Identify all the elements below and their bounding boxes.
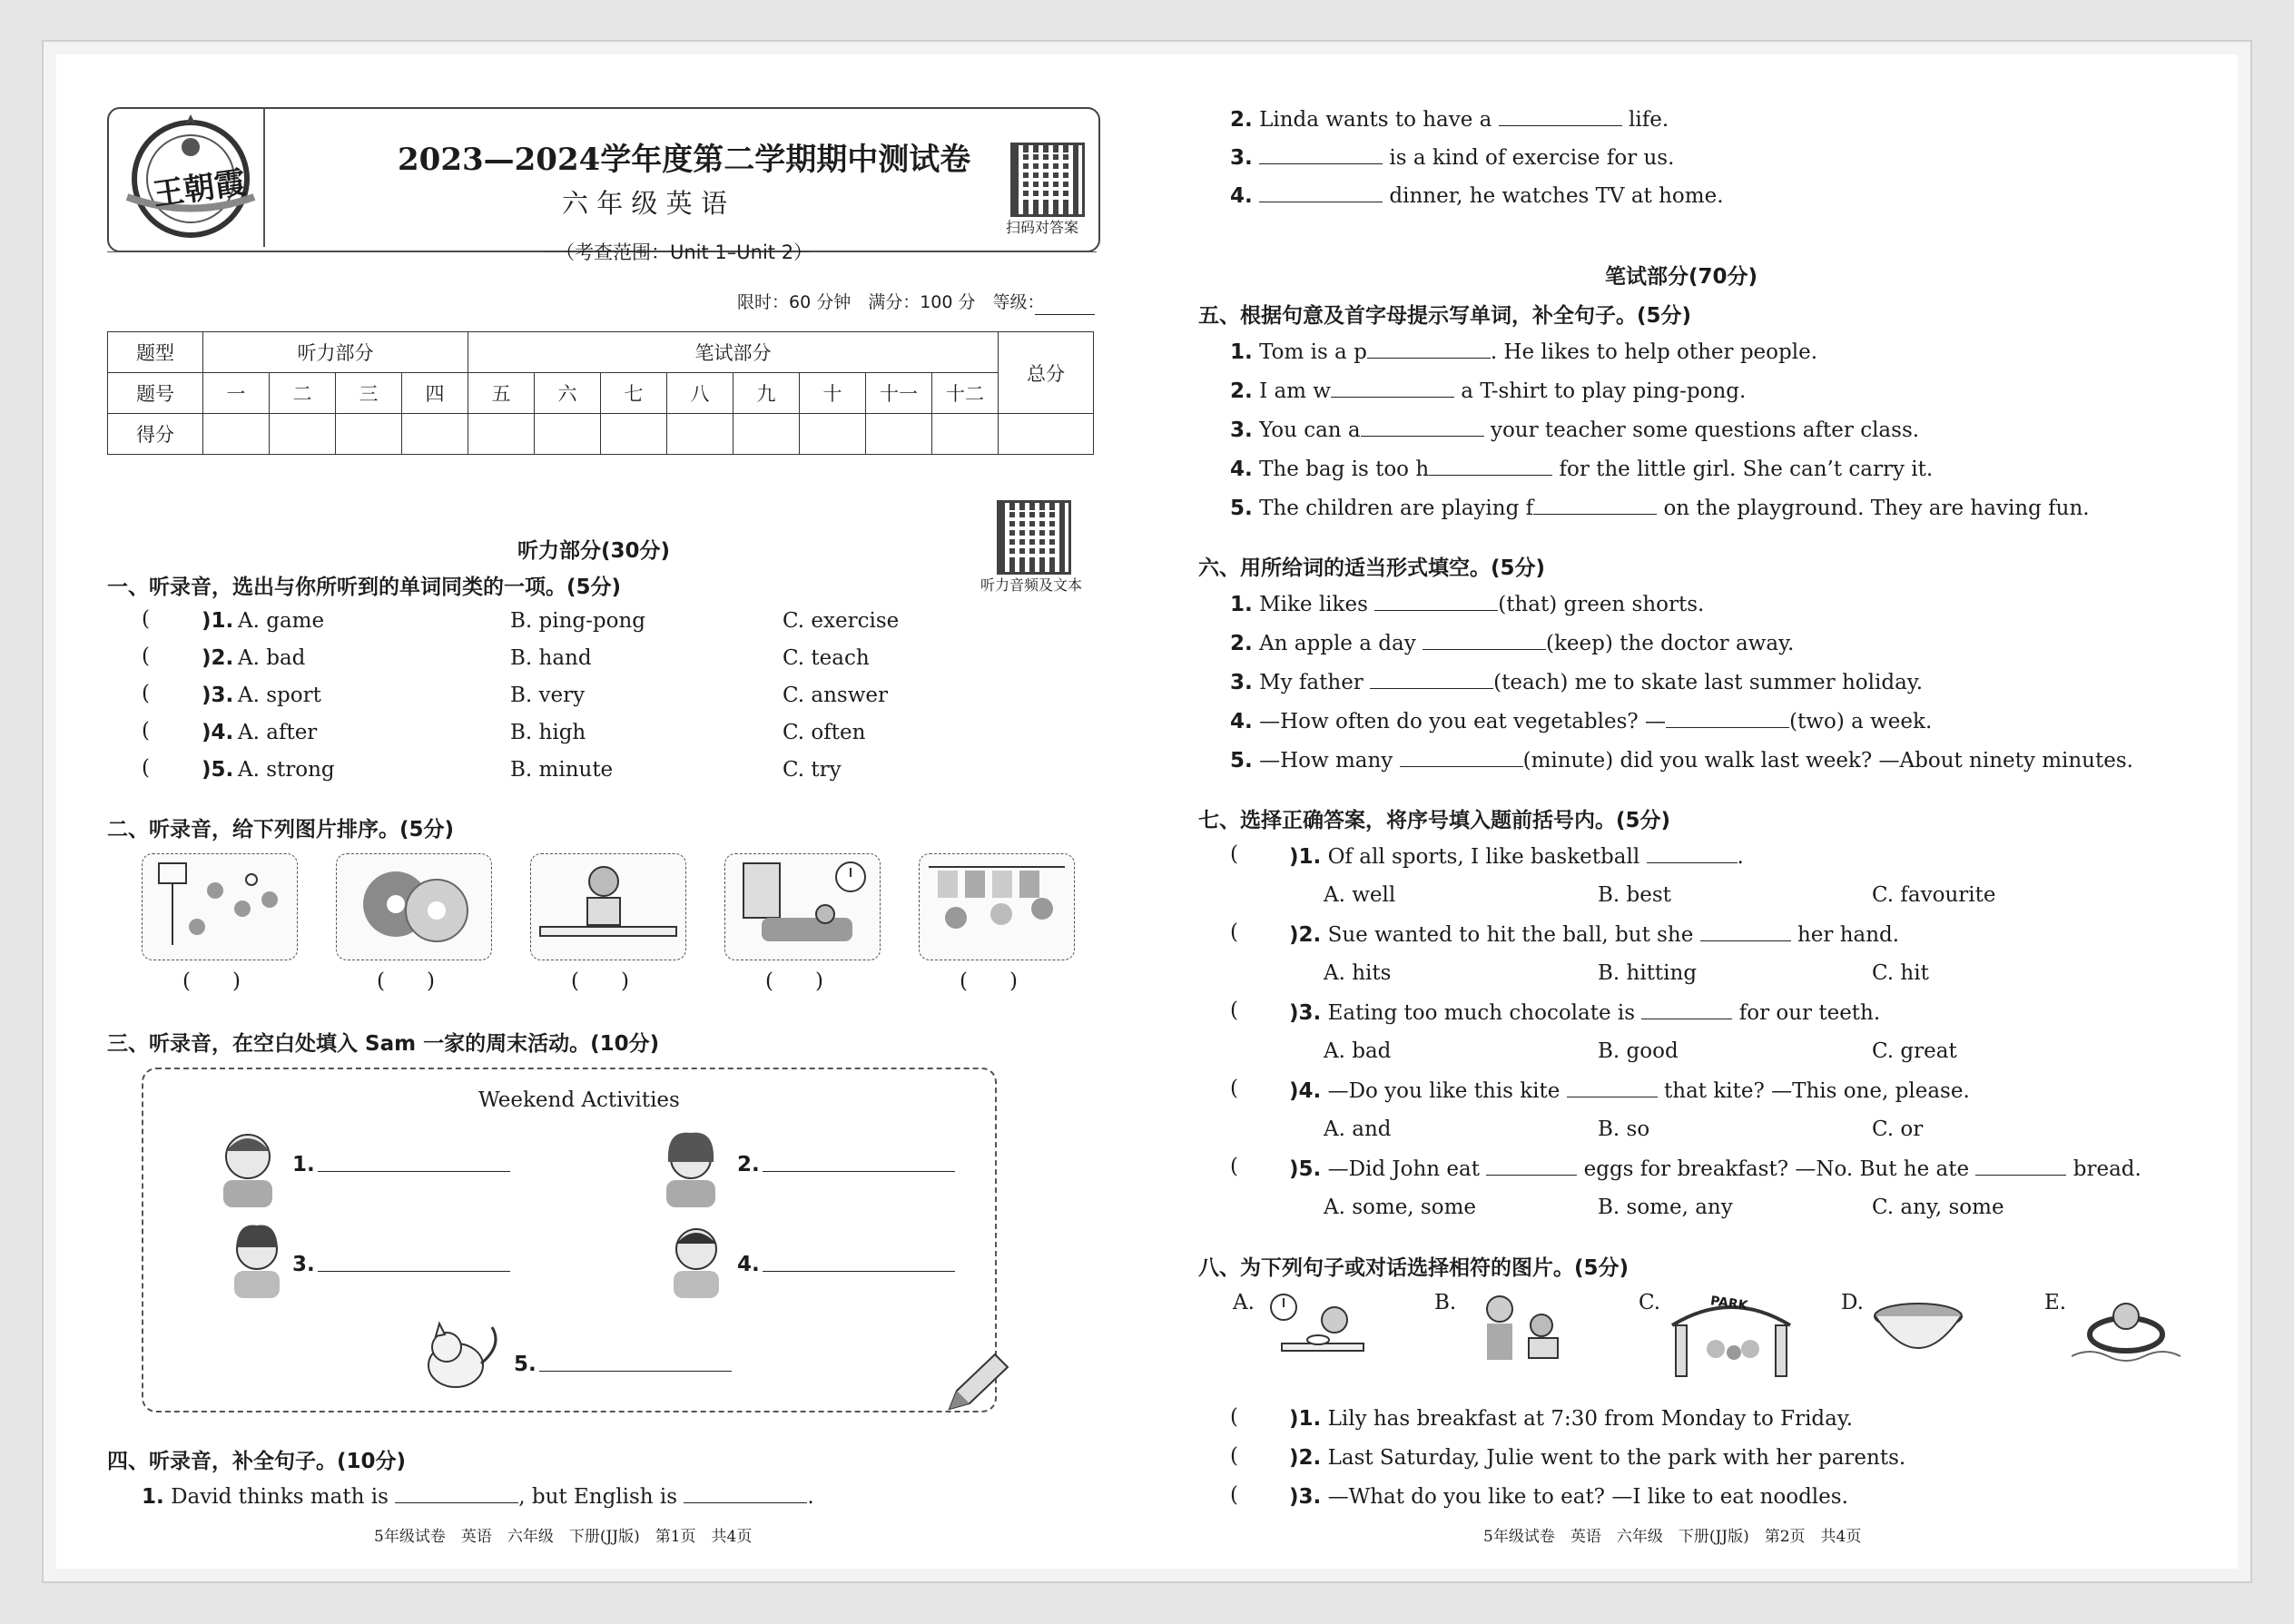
score-cell[interactable] xyxy=(402,414,468,455)
section-4-title: 四、听录音，补全句子。(10分) xyxy=(107,1450,407,1473)
option-c: C. favourite xyxy=(1872,883,1996,907)
answer-paren[interactable]: ( xyxy=(142,645,150,668)
boy-icon xyxy=(655,1216,737,1298)
s7-text: eggs for breakfast? —No. But he ate xyxy=(1583,1157,1970,1181)
activity-label-5: 5. xyxy=(514,1353,537,1376)
option-c: C. answer xyxy=(783,684,889,707)
score-writing-header: 笔试部分 xyxy=(468,332,999,373)
question-number: )1. xyxy=(1289,1407,1322,1431)
s7-item xyxy=(1289,920,1899,949)
s7-text: —Do you like this kite xyxy=(1327,1079,1561,1103)
answer-blank[interactable] xyxy=(1361,416,1484,437)
score-col-num: 十一 xyxy=(866,373,932,414)
option-b: B. good xyxy=(1598,1039,1679,1063)
question-number: 4. xyxy=(1230,458,1253,481)
option-c: C. teach xyxy=(783,646,870,670)
s6-item xyxy=(1230,707,1932,735)
order-paren[interactable]: ( ) xyxy=(571,969,629,993)
s7-text: . xyxy=(1737,845,1744,869)
s7-text: Of all sports, I like basketball xyxy=(1327,845,1640,869)
picture-label-d: D. xyxy=(1841,1291,1864,1314)
option-a: A. sport xyxy=(238,684,321,707)
score-col-num: 一 xyxy=(203,373,270,414)
activity-label-3: 3. xyxy=(292,1253,315,1276)
answer-paren[interactable]: ( xyxy=(1230,1483,1238,1507)
s6-text: (minute) did you walk last week? —About ninety minutes. xyxy=(1522,749,2133,773)
exam-meta: 限时：60 分钟 满分：100 分 等级： xyxy=(737,292,1045,312)
mother-icon xyxy=(650,1126,732,1207)
activity-blank-1[interactable] xyxy=(318,1151,510,1172)
s7-text: —Did John eat xyxy=(1327,1157,1480,1181)
option-c: C. any, some xyxy=(1872,1196,2004,1219)
section-2-title: 二、听录音，给下列图片排序。(5分) xyxy=(107,818,455,842)
picture-label-e: E. xyxy=(2044,1291,2067,1314)
s4-question-4 xyxy=(1230,182,1724,210)
answer-paren[interactable]: ( xyxy=(1230,1444,1238,1468)
question-number: )2. xyxy=(1289,923,1322,947)
question-number: )1. xyxy=(1289,845,1322,869)
activity-blank-3[interactable] xyxy=(318,1251,510,1272)
page-title: 2023—2024学年度第二学期期中测试卷 xyxy=(398,142,971,178)
answer-paren[interactable]: ( xyxy=(142,607,150,631)
answer-blank[interactable] xyxy=(1533,494,1657,515)
question-number: )4. xyxy=(1289,1079,1322,1103)
score-total-header: 总分 xyxy=(999,332,1094,414)
option-a: A. and xyxy=(1324,1117,1392,1141)
answer-blank[interactable] xyxy=(1429,455,1552,476)
scope-line xyxy=(810,251,1097,252)
s6-item xyxy=(1230,629,1794,657)
s4-q1-text: , but English is xyxy=(518,1485,678,1509)
question-number: 4. xyxy=(1230,710,1253,733)
answer-paren[interactable]: ( xyxy=(142,682,150,705)
option-a: A. bad xyxy=(238,646,306,670)
score-col-num: 五 xyxy=(468,373,535,414)
section-6-title: 六、用所给词的适当形式填空。(5分) xyxy=(1198,556,1546,580)
s5-text: The bag is too h xyxy=(1259,458,1430,481)
question-number: )3. xyxy=(1289,1001,1322,1025)
s7-item xyxy=(1289,1155,2141,1183)
section-3-title: 三、听录音，在空白处填入 Sam 一家的周末活动。(10分) xyxy=(107,1032,660,1056)
score-cell[interactable] xyxy=(601,414,667,455)
s5-text: . He likes to help other people. xyxy=(1490,340,1818,364)
s6-item xyxy=(1230,746,2133,774)
answer-blank[interactable] xyxy=(1400,746,1523,767)
score-col-num: 三 xyxy=(336,373,402,414)
answer-blank[interactable] xyxy=(1370,668,1493,689)
answer-blank[interactable] xyxy=(1666,707,1789,728)
option-b: B. very xyxy=(510,684,586,707)
footer-left: 5年级试卷 英语 六年级 下册(JJ版) 第1页 共4页 xyxy=(374,1528,753,1546)
option-b: B. hand xyxy=(510,646,592,670)
question-number: )3. xyxy=(1289,1485,1322,1509)
option-b: B. ping-pong xyxy=(510,609,646,633)
answer-paren[interactable]: ( xyxy=(142,719,150,743)
picture-label-a: A. xyxy=(1233,1291,1255,1314)
s5-text: Tom is a p xyxy=(1259,340,1367,364)
pencil-icon xyxy=(944,1349,1013,1412)
answer-blank[interactable] xyxy=(1567,1077,1658,1097)
question-number: 2. xyxy=(1230,108,1253,132)
s6-text: My father xyxy=(1259,671,1364,694)
score-col-num: 二 xyxy=(270,373,336,414)
qr-code-answers[interactable] xyxy=(1010,143,1085,217)
option-c: C. hit xyxy=(1872,961,1929,985)
score-total-cell[interactable] xyxy=(999,414,1094,455)
option-b: B. high xyxy=(510,721,586,744)
s6-text: (teach) me to skate last summer holiday. xyxy=(1493,671,1924,694)
score-listening-header: 听力部分 xyxy=(203,332,468,373)
option-a: A. strong xyxy=(238,758,335,782)
question-number: )4. xyxy=(202,721,234,744)
activity-blank-2[interactable] xyxy=(763,1151,955,1172)
order-paren[interactable]: ( ) xyxy=(765,969,823,993)
order-paren[interactable]: ( ) xyxy=(377,969,435,993)
option-c: C. often xyxy=(783,721,866,744)
s5-text: I am w xyxy=(1259,379,1331,403)
qr-caption-audio: 听力音频及文本 xyxy=(980,576,1083,594)
answer-paren[interactable]: ( xyxy=(1230,842,1238,866)
score-cell[interactable] xyxy=(733,414,800,455)
score-cell[interactable] xyxy=(866,414,932,455)
option-b: B. some, any xyxy=(1598,1196,1733,1219)
header-logo-divider xyxy=(263,109,265,247)
score-cell[interactable] xyxy=(667,414,733,455)
s5-text: for the little girl. She can’t carry it. xyxy=(1559,458,1934,481)
option-c: C. exercise xyxy=(783,609,900,633)
option-b: B. best xyxy=(1598,883,1671,907)
s8-text: Lily has breakfast at 7:30 from Monday to Friday. xyxy=(1327,1407,1854,1431)
s4-q3-text: is a kind of exercise for us. xyxy=(1389,146,1675,170)
activity-blank-4[interactable] xyxy=(763,1251,955,1272)
s6-text: —How often do you eat vegetables? — xyxy=(1259,710,1667,733)
father-icon xyxy=(207,1126,289,1207)
park-sign: PARK xyxy=(1709,1294,1749,1314)
s8-item xyxy=(1289,1444,1905,1471)
score-col-num: 九 xyxy=(733,373,800,414)
question-number: 5. xyxy=(1230,749,1253,773)
score-cell[interactable] xyxy=(932,414,999,455)
s8-text: Last Saturday, Julie went to the park with her parents. xyxy=(1327,1446,1906,1470)
option-a: A. game xyxy=(238,609,325,633)
s5-item xyxy=(1230,338,1817,366)
score-row-number-label: 题号 xyxy=(108,373,203,414)
s6-text: (that) green shorts. xyxy=(1498,593,1705,616)
section-7-title: 七、选择正确答案，将序号填入题前括号内。(5分) xyxy=(1198,809,1671,832)
answer-blank[interactable] xyxy=(1367,338,1491,359)
question-number: )2. xyxy=(1289,1446,1322,1470)
question-number: 2. xyxy=(1230,632,1253,655)
question-number: )1. xyxy=(202,609,234,633)
picture-basketball xyxy=(142,853,298,960)
question-number: 4. xyxy=(1230,184,1253,208)
s5-text: your teacher some questions after class. xyxy=(1490,418,1920,442)
answer-blank[interactable] xyxy=(1331,377,1454,398)
s7-item xyxy=(1289,842,1744,871)
s8-item xyxy=(1289,1405,1853,1432)
section-1-title: 一、听录音，选出与你所听到的单词同类的一项。(5分) xyxy=(107,576,622,599)
answer-blank[interactable] xyxy=(1259,143,1383,164)
score-col-num: 七 xyxy=(601,373,667,414)
s5-text: on the playground. They are having fun. xyxy=(1663,497,2090,520)
girl-icon xyxy=(216,1216,298,1298)
s5-item xyxy=(1230,455,1933,483)
question-number: )5. xyxy=(202,758,234,782)
weekend-box-title: Weekend Activities xyxy=(478,1088,680,1112)
s4-q4-text: dinner, he watches TV at home. xyxy=(1389,184,1724,208)
option-b: B. hitting xyxy=(1598,961,1698,985)
score-col-num: 十 xyxy=(800,373,866,414)
answer-paren[interactable]: ( xyxy=(1230,999,1238,1022)
option-a: A. bad xyxy=(1324,1039,1392,1063)
score-col-num: 六 xyxy=(535,373,601,414)
option-b: B. minute xyxy=(510,758,614,782)
s7-item xyxy=(1289,1077,1970,1105)
s6-text: —How many xyxy=(1259,749,1393,773)
s7-text: Sue wanted to hit the ball, but she xyxy=(1327,923,1694,947)
s4-question-2 xyxy=(1230,105,1669,133)
s5-text: a T-shirt to play ping-pong. xyxy=(1461,379,1747,403)
question-number: 3. xyxy=(1230,418,1253,442)
score-row-type-label: 题型 xyxy=(108,332,203,373)
option-a: A. after xyxy=(238,721,318,744)
order-paren[interactable]: ( ) xyxy=(960,969,1018,993)
s5-item xyxy=(1230,377,1746,405)
score-cell[interactable] xyxy=(535,414,601,455)
answer-blank[interactable] xyxy=(1975,1155,2066,1176)
question-number: )5. xyxy=(1289,1157,1322,1181)
s5-item xyxy=(1230,494,2090,522)
s7-text: for our teeth. xyxy=(1738,1001,1881,1025)
s4-q1-text: David thinks math is xyxy=(171,1485,389,1509)
question-number: 2. xyxy=(1230,379,1253,403)
logo-text: 王朝霞 xyxy=(151,164,248,213)
s8-text: —What do you like to eat? —I like to eat noodles. xyxy=(1327,1485,1848,1509)
answer-blank[interactable] xyxy=(1374,590,1498,611)
picture-boy-writing xyxy=(530,853,686,960)
activity-label-2: 2. xyxy=(737,1153,760,1176)
section-8-title: 八、为下列句子或对话选择相符的图片。(5分) xyxy=(1198,1256,1629,1280)
s5-text: The children are playing f xyxy=(1259,497,1534,520)
answer-paren[interactable]: ( xyxy=(1230,1405,1238,1429)
question-number: 3. xyxy=(1230,671,1253,694)
score-cell[interactable] xyxy=(336,414,402,455)
question-number: 5. xyxy=(1230,497,1253,520)
score-table xyxy=(107,331,1094,455)
question-number: 1. xyxy=(1230,593,1253,616)
s6-text: An apple a day xyxy=(1259,632,1416,655)
s7-text: Eating too much chocolate is xyxy=(1327,1001,1636,1025)
exam-scope: （考查范围：Unit 1–Unit 2） xyxy=(556,241,813,263)
answer-paren[interactable]: ( xyxy=(1230,1155,1238,1178)
picture-label-c: C. xyxy=(1639,1291,1661,1314)
picture-boy-sleeping xyxy=(724,853,881,960)
picture-swimming xyxy=(2072,1289,2190,1371)
score-cell[interactable] xyxy=(270,414,336,455)
answer-blank[interactable] xyxy=(395,1482,518,1503)
activity-label-1: 1. xyxy=(292,1153,315,1176)
s5-item xyxy=(1230,416,1919,444)
score-cell[interactable] xyxy=(468,414,535,455)
s6-text: (keep) the doctor away. xyxy=(1546,632,1795,655)
grade-blank[interactable] xyxy=(1035,294,1095,315)
page-subtitle: 六 年 级 英 语 xyxy=(562,188,727,219)
s6-text: Mike likes xyxy=(1259,593,1368,616)
option-c: C. try xyxy=(783,758,842,782)
s6-text: (two) a week. xyxy=(1789,710,1933,733)
answer-blank[interactable] xyxy=(684,1482,807,1503)
answer-paren[interactable]: ( xyxy=(1230,920,1238,944)
s4-question-1 xyxy=(142,1482,814,1511)
qr-caption-answers: 扫码对答案 xyxy=(1006,219,1079,236)
option-c: C. great xyxy=(1872,1039,1957,1063)
option-b: B. so xyxy=(1598,1117,1650,1141)
option-a: A. hits xyxy=(1324,961,1392,985)
question-number: )2. xyxy=(202,646,234,670)
score-cell[interactable] xyxy=(800,414,866,455)
option-c: C. or xyxy=(1872,1117,1924,1141)
picture-breakfast xyxy=(1264,1289,1373,1380)
footer-right: 5年级试卷 英语 六年级 下册(JJ版) 第2页 共4页 xyxy=(1483,1528,1862,1546)
answer-blank[interactable] xyxy=(1486,1155,1577,1176)
s7-text: bread. xyxy=(2072,1157,2141,1181)
activity-blank-5[interactable] xyxy=(539,1351,732,1372)
s5-text: You can a xyxy=(1259,418,1361,442)
question-number: 1. xyxy=(1230,340,1253,364)
listening-title: 听力部分(30分) xyxy=(517,539,671,563)
score-col-num: 四 xyxy=(402,373,468,414)
s7-text: her hand. xyxy=(1797,923,1900,947)
s4-question-3 xyxy=(1230,143,1674,172)
picture-clothes-shop xyxy=(919,853,1075,960)
activity-label-4: 4. xyxy=(737,1253,760,1276)
score-cell[interactable] xyxy=(203,414,270,455)
s6-item xyxy=(1230,590,1704,618)
score-row-score-label: 得分 xyxy=(108,414,203,455)
question-number: 1. xyxy=(142,1485,164,1509)
qr-code-audio[interactable] xyxy=(997,500,1071,575)
question-number: 3. xyxy=(1230,146,1253,170)
question-number: )3. xyxy=(202,684,234,707)
s6-item xyxy=(1230,668,1923,696)
s4-q1-text: . xyxy=(807,1485,814,1509)
picture-donuts xyxy=(336,853,492,960)
written-title: 笔试部分(70分) xyxy=(1605,265,1758,289)
s4-q2-text: Linda wants to have a xyxy=(1259,108,1492,132)
cat-icon xyxy=(414,1318,505,1394)
answer-paren[interactable]: ( xyxy=(1230,1077,1238,1100)
s7-text: that kite? —This one, please. xyxy=(1664,1079,1970,1103)
answer-blank[interactable] xyxy=(1647,842,1738,863)
score-col-num: 十二 xyxy=(932,373,999,414)
answer-blank[interactable] xyxy=(1641,999,1732,1019)
scope-line xyxy=(107,251,545,252)
answer-blank[interactable] xyxy=(1259,182,1383,202)
answer-blank[interactable] xyxy=(1700,920,1791,941)
score-col-num: 八 xyxy=(667,373,733,414)
answer-blank[interactable] xyxy=(1423,629,1546,650)
option-a: A. some, some xyxy=(1324,1196,1476,1219)
picture-label-b: B. xyxy=(1434,1291,1457,1314)
answer-paren[interactable]: ( xyxy=(142,756,150,780)
picture-reading-together xyxy=(1463,1289,1581,1380)
s8-item xyxy=(1289,1483,1848,1511)
s4-q2-text: life. xyxy=(1629,108,1669,132)
s7-item xyxy=(1289,999,1880,1027)
option-a: A. well xyxy=(1324,883,1396,907)
picture-noodles xyxy=(1868,1289,1968,1371)
order-paren[interactable]: ( ) xyxy=(182,969,241,993)
section-5-title: 五、根据句意及首字母提示写单词，补全句子。(5分) xyxy=(1198,304,1692,328)
answer-blank[interactable] xyxy=(1499,105,1622,126)
